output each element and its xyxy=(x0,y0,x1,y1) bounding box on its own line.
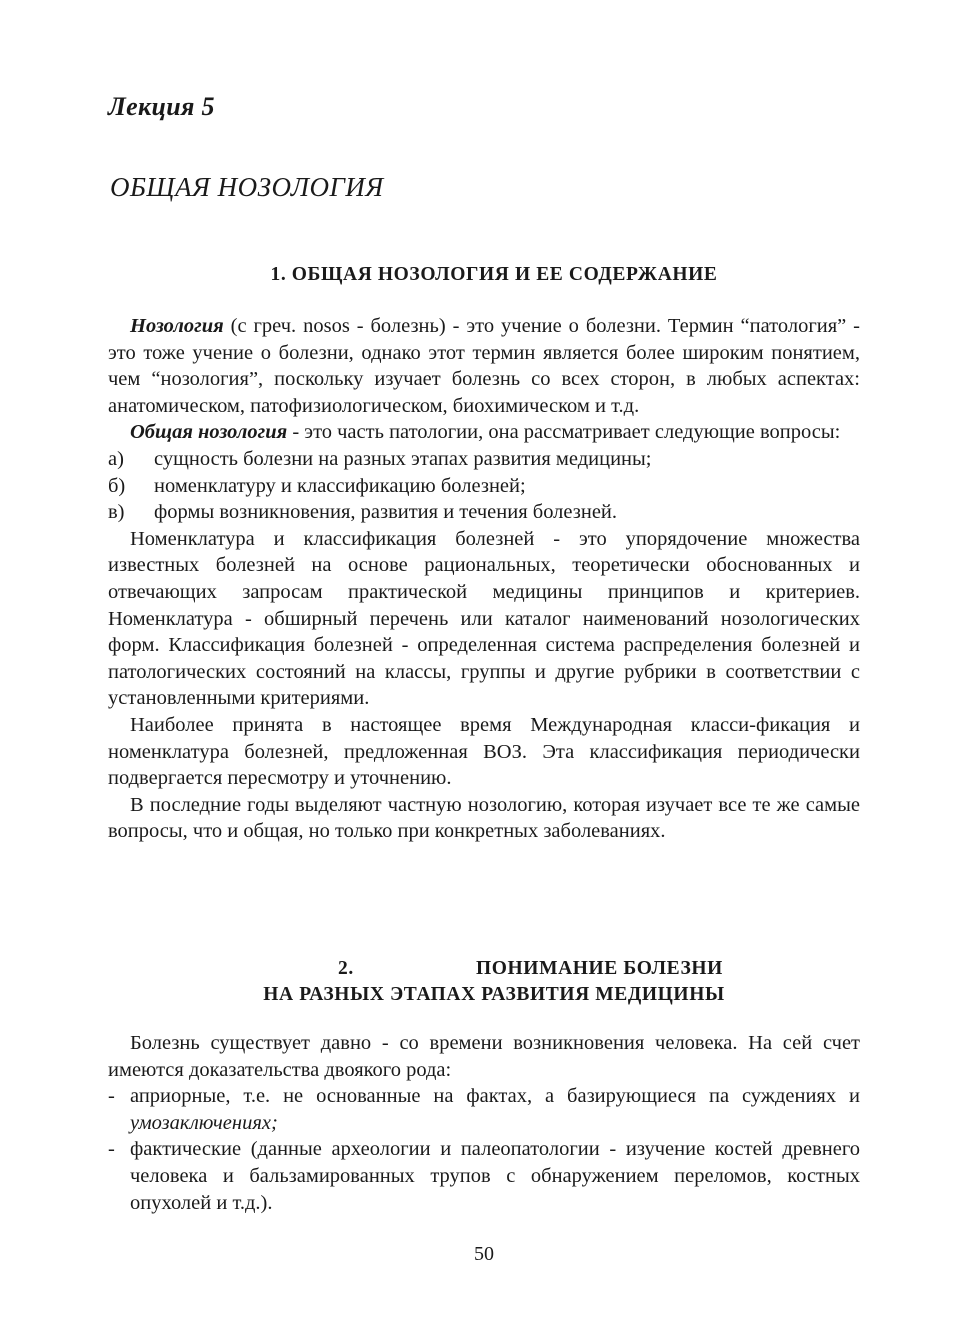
list-item xyxy=(108,1083,860,1136)
section2-heading xyxy=(118,956,870,1008)
list-item-text: сущность болезни на разных этапах развития медицины; xyxy=(154,447,652,470)
paragraph-who-classification: Наиболее принята в настоящее время Международная класси-фикация и номенклатура болезней, предложенная ВОЗ. Эта классификация периодически подвергается пересмотру и уточнению. xyxy=(108,713,860,790)
paragraph-nosology-definition xyxy=(108,313,860,419)
lecture-label: Лекция 5 xyxy=(108,92,215,121)
list-item-text: фактические (данные археологии и палеопатологии - изучение костей древнего человека и бальзамированных трупов с обнаружением переломов, костных опухолей и т.д.). xyxy=(130,1138,860,1214)
list-item xyxy=(108,499,860,526)
list-item xyxy=(108,446,860,473)
paragraph-text: - это часть патологии, она рассматривает следующие вопросы: xyxy=(287,421,841,444)
section2-title-line2: НА РАЗНЫХ ЭТАПАХ РАЗВИТИЯ МЕДИЦИНЫ xyxy=(263,984,725,1005)
paragraph-general-nosology xyxy=(108,419,860,446)
section1-body xyxy=(108,313,860,845)
term-general-nosology: Общая нозология xyxy=(130,421,288,444)
paragraph-disease-origin: Болезнь существует давно - со времени возникновения человека. На сей счет имеются доказательства двоякого рода: xyxy=(108,1032,860,1081)
section2-number: 2. xyxy=(338,958,354,979)
list-marker: - xyxy=(108,1138,115,1161)
paragraph-nomenclature: Номенклатура и классификация болезней - это упорядочение множества известных болезней на основе рациональных, теоретически обоснованных и отвечающих запросам практической медицины принципов и критериев. Номенклатура - обширный перечень или каталог наименований нозологических форм. Классификация болезней - определенная система распределения болезней и патологических состояний на классы, группы и другие рубрики в соответствии с установленными критериями. xyxy=(108,527,860,710)
list-item-text: априорные, т.е. не основанные на фактах, а базирующиеся па суждениях и xyxy=(130,1085,860,1108)
list-item xyxy=(108,1136,860,1216)
paragraph-particular-nosology: В последние годы выделяют частную нозологию, которая изучает все те же самые вопросы, что и общая, но только при конкретных заболеваниях. xyxy=(108,793,860,843)
list-item-text: номенклатуру и классификацию болезней; xyxy=(154,474,526,497)
list-item-italic: умозаключениях; xyxy=(130,1111,278,1134)
section2-body xyxy=(108,1030,860,1216)
page-number: 50 xyxy=(474,1243,494,1265)
chapter-title: ОБЩАЯ НОЗОЛОГИЯ xyxy=(110,172,384,202)
list-marker: а) xyxy=(108,447,124,470)
paragraph-text: (с греч. nosos - болезнь) - это учение о болезни. Термин “патология” - это тоже учение о болезни, однако этот термин является более широким понятием, чем “нозология”, поскольку изучает болезнь со всех сторон, в любых аспектах: анатомическом, патофизиологическом, биохимическом и т.д. xyxy=(108,315,860,417)
list-marker: - xyxy=(108,1085,115,1108)
list-item xyxy=(108,473,860,500)
list-marker: в) xyxy=(108,501,125,524)
term-nosology: Нозология xyxy=(130,315,224,337)
section1-heading: 1. ОБЩАЯ НОЗОЛОГИЯ И ЕЕ СОДЕРЖАНИЕ xyxy=(270,264,718,285)
list-marker: б) xyxy=(108,474,126,497)
list-item-text: формы возникновения, развития и течения болезней. xyxy=(154,501,618,524)
section2-title-line1: ПОНИМАНИЕ БОЛЕЗНИ xyxy=(476,958,723,979)
